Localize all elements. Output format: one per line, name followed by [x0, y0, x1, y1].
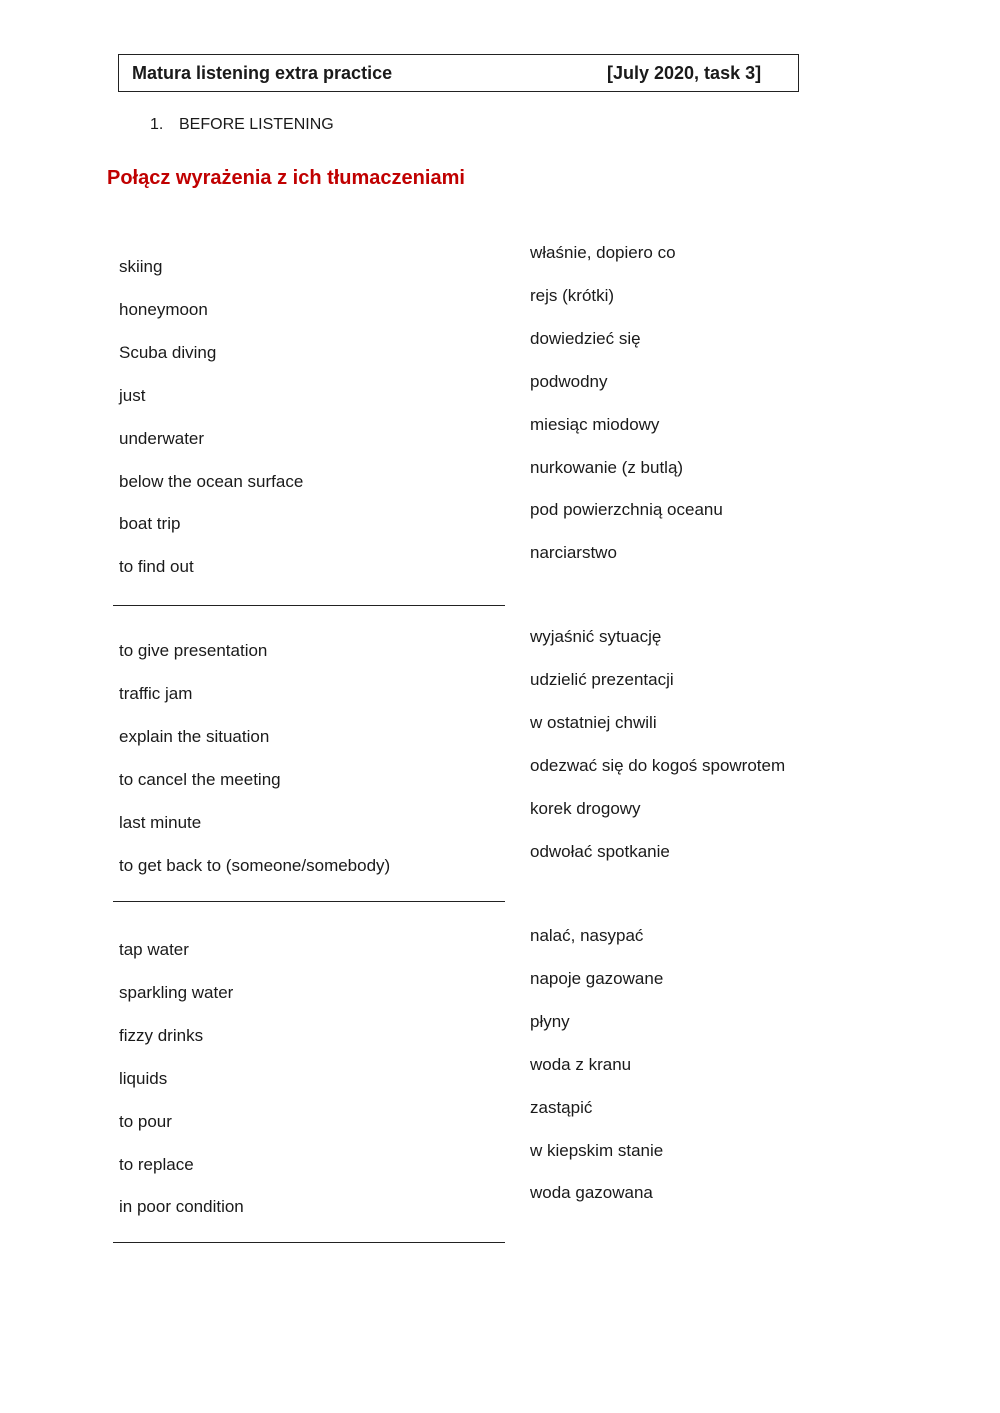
- polish-translation: nalać, nasypać: [530, 926, 644, 945]
- instruction-heading: Połącz wyrażenia z ich tłumaczeniami: [107, 167, 465, 189]
- header-box: [118, 54, 799, 92]
- polish-translation: miesiąc miodowy: [530, 414, 660, 434]
- english-phrase: to cancel the meeting: [119, 769, 281, 789]
- english-phrase: in poor condition: [119, 1197, 244, 1217]
- polish-translation: wyjaśnić sytuację: [530, 627, 662, 646]
- english-phrase: explain the situation: [119, 726, 270, 746]
- polish-translation: udzielić prezentacji: [530, 669, 674, 689]
- english-phrase: tap water: [119, 940, 189, 959]
- polish-translation: płyny: [530, 1011, 570, 1031]
- english-phrase: to give presentation: [119, 641, 268, 660]
- english-phrase: liquids: [119, 1068, 168, 1088]
- english-phrase: traffic jam: [119, 683, 193, 703]
- english-phrase: underwater: [119, 428, 205, 448]
- english-phrase: fizzy drinks: [119, 1025, 204, 1045]
- document-title: Matura listening extra practice: [132, 63, 393, 83]
- polish-translation: pod powierzchnią oceanu: [530, 500, 723, 520]
- polish-translation: odezwać się do kogoś spowrotem: [530, 755, 786, 775]
- english-phrase: honeymoon: [119, 299, 208, 319]
- polish-translation: korek drogowy: [530, 798, 641, 818]
- section-heading: [150, 116, 334, 134]
- polish-translation: w ostatniej chwili: [530, 712, 657, 732]
- polish-translation: dowiedzieć się: [530, 328, 641, 348]
- english-phrase: sparkling water: [119, 982, 234, 1002]
- english-phrase: Scuba diving: [119, 342, 217, 362]
- polish-translation: właśnie, dopiero co: [530, 243, 676, 262]
- english-phrase: last minute: [119, 812, 202, 832]
- section-title: BEFORE LISTENING: [179, 116, 334, 133]
- polish-translation: w kiepskim stanie: [530, 1140, 664, 1160]
- english-phrase: to replace: [119, 1154, 194, 1174]
- document-source: [July 2020, task 3]: [607, 63, 762, 83]
- group-divider: [113, 605, 505, 606]
- group-divider: [113, 1242, 505, 1243]
- section-number: 1.: [150, 116, 164, 133]
- english-phrase: skiing: [119, 257, 163, 276]
- polish-translation: odwołać spotkanie: [530, 841, 670, 861]
- group-divider: [113, 901, 505, 902]
- polish-translation: rejs (krótki): [530, 285, 615, 305]
- polish-translation: narciarstwo: [530, 543, 617, 563]
- polish-translation: woda z kranu: [530, 1054, 632, 1074]
- polish-translation: nurkowanie (z butlą): [530, 457, 684, 477]
- english-phrase: boat trip: [119, 514, 181, 534]
- polish-translation: zastąpić: [530, 1097, 593, 1117]
- english-phrase: to find out: [119, 557, 194, 577]
- english-phrase: just: [119, 385, 146, 405]
- polish-translation: podwodny: [530, 371, 608, 391]
- polish-translation: napoje gazowane: [530, 968, 664, 988]
- english-phrase: to get back to (someone/somebody): [119, 855, 391, 875]
- english-phrase: to pour: [119, 1111, 172, 1131]
- english-phrase: below the ocean surface: [119, 471, 304, 491]
- polish-translation: woda gazowana: [530, 1183, 653, 1203]
